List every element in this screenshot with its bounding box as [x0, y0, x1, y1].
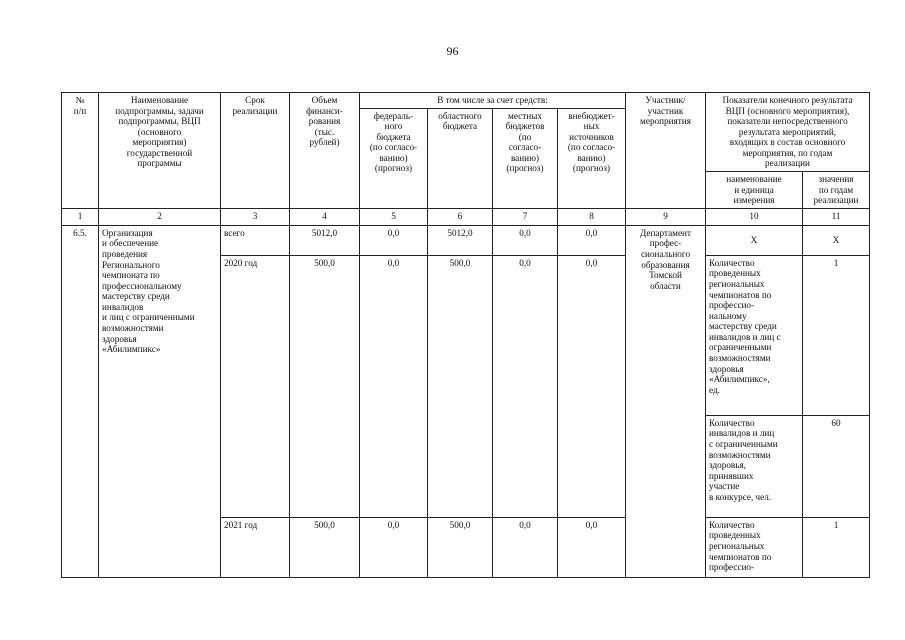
- header-participant: Участник/ участник мероприятия: [626, 93, 706, 209]
- header-name: Наименование подпрограммы, задачи подпрограммы, ВЦП (основного мероприятия) государственной программы: [99, 93, 221, 209]
- indicator-value: 1: [803, 517, 870, 577]
- col-number: 7: [493, 208, 558, 225]
- header-indicator-value: значения по годам реализации: [803, 172, 870, 209]
- volume-cell: 5012,0: [290, 225, 360, 255]
- col-number: 2: [99, 208, 221, 225]
- local-cell: 0,0: [493, 225, 558, 255]
- header-including: В том числе за счет средств:: [360, 93, 626, 109]
- participant-cell: Департамент профес- сионального образования Томской области: [626, 225, 706, 577]
- local-cell: 0,0: [493, 517, 558, 577]
- federal-cell: 0,0: [360, 517, 428, 577]
- item-name: Организация и обеспечение проведения Регионального чемпионата по профессиональному мастерству среди инвалидов и лиц с ограниченными возможностями здоровья «Абилимпикс»: [99, 225, 221, 577]
- indicator-value: 1: [803, 255, 870, 415]
- item-number: 6.5.: [62, 225, 99, 577]
- volume-cell: 500,0: [290, 517, 360, 577]
- col-number: 10: [706, 208, 803, 225]
- col-number: 11: [803, 208, 870, 225]
- header-indicator-name: наименование и единица измерения: [706, 172, 803, 209]
- term-cell: всего: [221, 225, 290, 255]
- col-number: 8: [558, 208, 626, 225]
- header-num: № п/п: [62, 93, 99, 209]
- term-cell: 2021 год: [221, 517, 290, 577]
- regional-cell: 500,0: [428, 517, 493, 577]
- program-table: [61, 92, 870, 578]
- regional-cell: 500,0: [428, 255, 493, 517]
- header-indicators: Показатели конечного результата ВЦП (основного мероприятия), показатели непосредственного результата мероприятий, входящих в состав основного мероприятия, по годам реализации: [706, 93, 870, 172]
- term-cell: 2020 год: [221, 255, 290, 517]
- local-cell: 0,0: [493, 255, 558, 517]
- indicator-name: Количество проведенных региональных чемпионатов по профессио-: [706, 517, 803, 577]
- page-number: 96: [446, 44, 459, 58]
- extra-cell: 0,0: [558, 517, 626, 577]
- col-number: 9: [626, 208, 706, 225]
- col-number: 6: [428, 208, 493, 225]
- indicator-name: Количество инвалидов и лиц с ограниченными возможностями здоровья, принявших участие в конкурсе, чел.: [706, 415, 803, 517]
- header-federal: федераль- ного бюджета (по согласо- ванию) (прогноз): [360, 108, 428, 208]
- indicator-name: Количество проведенных региональных чемпионатов по профессио- нальному мастерству среди инвалидов и лиц с ограниченными возможностями здоровья «Абилимпикс», ед.: [706, 255, 803, 415]
- header-volume: Объем финанси- рования (тыс. рублей): [290, 93, 360, 209]
- indicator-value: Х: [803, 225, 870, 255]
- table-row: [62, 225, 870, 255]
- extra-cell: 0,0: [558, 255, 626, 517]
- indicator-value: 60: [803, 415, 870, 517]
- volume-cell: 500,0: [290, 255, 360, 517]
- col-number: 3: [221, 208, 290, 225]
- header-extra: внебюджет- ных источников (по согласо- ванию) (прогноз): [558, 108, 626, 208]
- header-regional: областного бюджета: [428, 108, 493, 208]
- extra-cell: 0,0: [558, 225, 626, 255]
- header-term: Срок реализации: [221, 93, 290, 209]
- header-local: местных бюджетов (по согласо- ванию) (прогноз): [493, 108, 558, 208]
- regional-cell: 5012,0: [428, 225, 493, 255]
- column-number-row: [62, 208, 870, 225]
- indicator-name: Х: [706, 225, 803, 255]
- federal-cell: 0,0: [360, 255, 428, 517]
- col-number: 4: [290, 208, 360, 225]
- federal-cell: 0,0: [360, 225, 428, 255]
- col-number: 5: [360, 208, 428, 225]
- col-number: 1: [62, 208, 99, 225]
